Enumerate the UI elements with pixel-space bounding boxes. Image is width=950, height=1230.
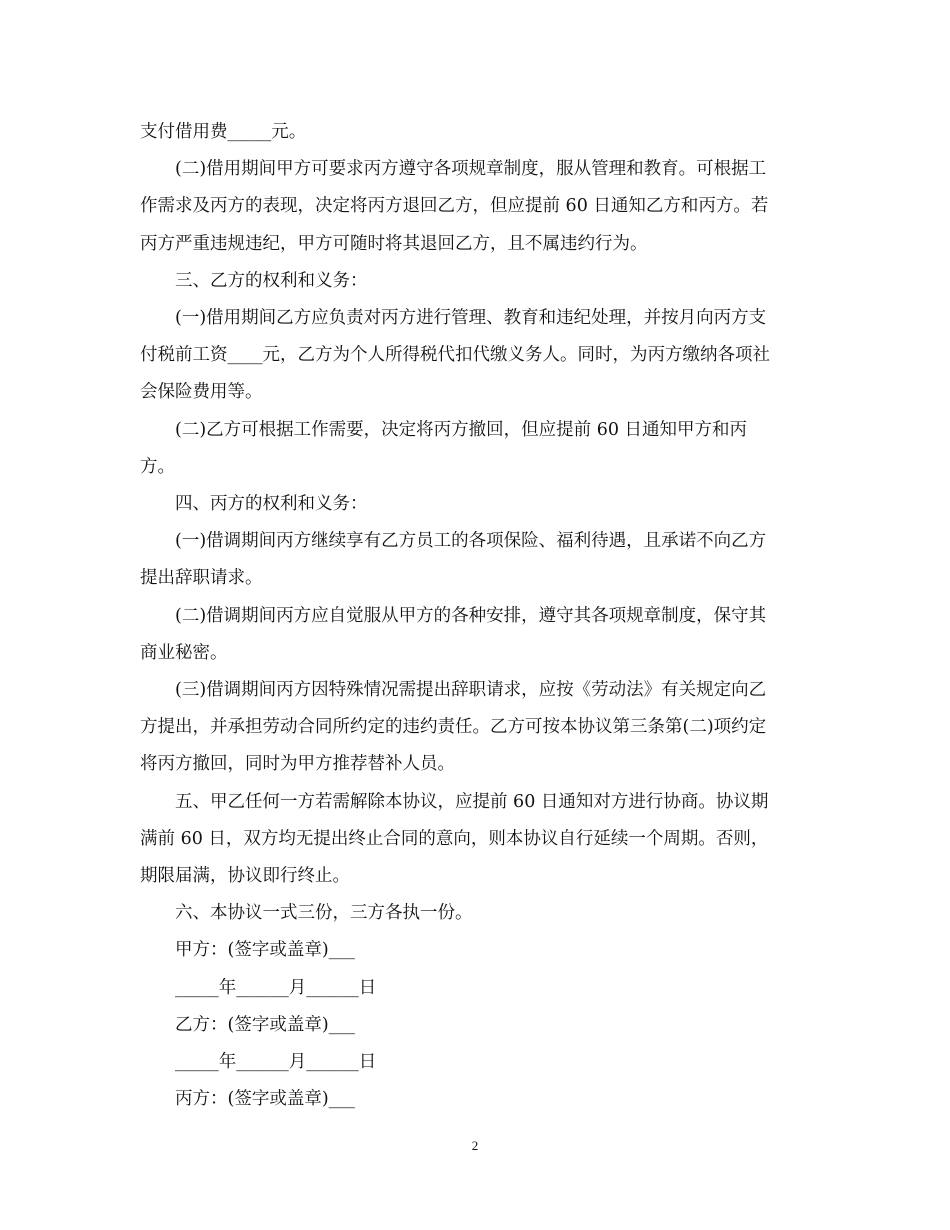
text-line: 三、乙方的权利和义务： bbox=[175, 270, 368, 291]
paragraph bbox=[140, 932, 820, 969]
text-line: (一)借用期间乙方应负责对丙方进行管理、教育和违纪处理，并按月向丙方支 bbox=[175, 308, 767, 329]
text-line: 四、丙方的权利和义务： bbox=[175, 494, 368, 515]
text-line: _____年______月______日 bbox=[175, 977, 377, 998]
text-line: (二)借调期间丙方应自觉服从甲方的各种安排，遵守其各项规章制度，保守其 bbox=[175, 605, 767, 626]
text-line: (一)借调期间丙方继续享有乙方员工的各项保险、福利待遇，且承诺不向乙方 bbox=[175, 531, 767, 552]
paragraph bbox=[140, 895, 820, 932]
paragraph bbox=[140, 784, 820, 896]
text-line: 五、甲乙任何一方若需解除本协议，应提前 60 日通知对方进行协商。协议期 bbox=[175, 791, 769, 812]
text-line: _____年______月______日 bbox=[175, 1052, 377, 1073]
text-line: 丙方：(签字或盖章)___ bbox=[175, 1089, 355, 1110]
text-line: 方。 bbox=[140, 456, 175, 477]
paragraph bbox=[140, 970, 820, 1007]
text-line: 将丙方撤回，同时为甲方推荐替补人员。 bbox=[140, 754, 455, 775]
text-line: 丙方严重违规违纪，甲方可随时将其退回乙方，且不属违约行为。 bbox=[140, 233, 648, 254]
paragraph bbox=[140, 486, 820, 523]
document-body bbox=[140, 114, 820, 1118]
text-line: 商业秘密。 bbox=[140, 642, 228, 663]
text-line: 期限届满，协议即行终止。 bbox=[140, 866, 350, 887]
paragraph bbox=[140, 523, 820, 597]
text-line: 方提出，并承担劳动合同所约定的违约责任。乙方可按本协议第三条第(二)项约定 bbox=[140, 717, 767, 738]
text-line: 作需求及丙方的表现，决定将丙方退回乙方，但应提前 60 日通知乙方和丙方。若 bbox=[140, 196, 769, 217]
paragraph bbox=[140, 151, 820, 263]
paragraph bbox=[140, 412, 820, 486]
text-line: 乙方：(签字或盖章)___ bbox=[175, 1014, 355, 1035]
paragraph bbox=[140, 1081, 820, 1118]
text-line: 付税前工资____元，乙方为个人所得税代扣代缴义务人。同时，为丙方缴纳各项社 bbox=[140, 345, 770, 366]
paragraph bbox=[140, 672, 820, 784]
text-line: (二)借用期间甲方可要求丙方遵守各项规章制度，服从管理和教育。可根据工 bbox=[175, 159, 767, 180]
paragraph bbox=[140, 114, 820, 151]
paragraph bbox=[140, 1007, 820, 1044]
paragraph bbox=[140, 263, 820, 300]
text-line: 甲方：(签字或盖章)___ bbox=[175, 940, 355, 961]
text-line: (三)借调期间丙方因特殊情况需提出辞职请求，应按《劳动法》有关规定向乙 bbox=[175, 680, 767, 701]
text-line: (二)乙方可根据工作需要，决定将丙方撤回，但应提前 60 日通知甲方和丙 bbox=[175, 419, 748, 440]
paragraph bbox=[140, 598, 820, 672]
text-line: 六、本协议一式三份，三方各执一份。 bbox=[175, 903, 473, 924]
text-line: 会保险费用等。 bbox=[140, 382, 263, 403]
text-line: 满前 60 日，双方均无提出终止合同的意向，则本协议自行延续一个周期。否则， bbox=[140, 828, 769, 849]
paragraph bbox=[140, 300, 820, 412]
text-line: 提出辞职请求。 bbox=[140, 568, 263, 589]
page-number: 2 bbox=[471, 1138, 479, 1153]
paragraph bbox=[140, 1044, 820, 1081]
text-line: 支付借用费_____元。 bbox=[140, 122, 307, 142]
